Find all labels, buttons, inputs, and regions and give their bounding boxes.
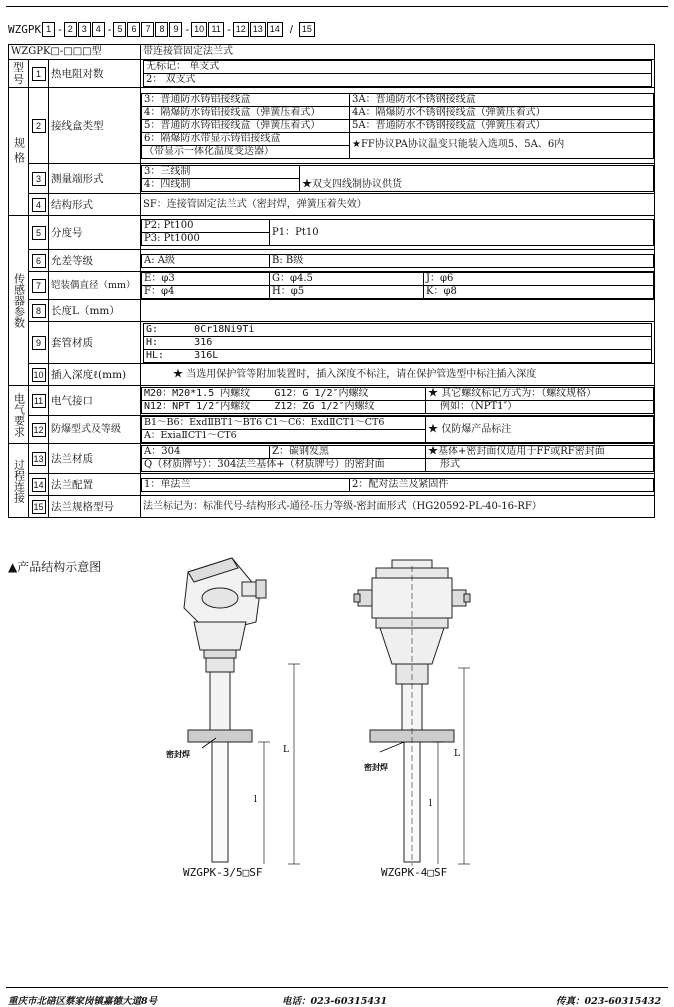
code-box: 10 bbox=[191, 22, 207, 37]
row-value: 4A：隔爆防水不锈钢接线盒（弹簧压着式） bbox=[350, 106, 654, 119]
code-slash: / bbox=[289, 23, 293, 36]
row-value: 3A：普通防水不锈钢接线盒 bbox=[350, 93, 654, 106]
row-value: A: A级 bbox=[142, 254, 270, 267]
row-note: ★ 仅防爆产品标注 bbox=[426, 417, 654, 443]
product-figure-left bbox=[160, 552, 310, 872]
code-sep: - bbox=[107, 23, 112, 36]
row-number: 10 bbox=[33, 369, 44, 380]
model-code-line bbox=[8, 22, 316, 37]
code-box: 8 bbox=[155, 22, 168, 37]
header-model: WZGPK□-□□□型 bbox=[9, 45, 141, 60]
row-note: ★双支四线制协议供货 bbox=[300, 166, 654, 192]
dim-L-label: L bbox=[283, 745, 289, 755]
row-value: P3: Pt1000 bbox=[142, 233, 270, 246]
row-value: 2： 双支式 bbox=[144, 74, 652, 87]
row-note: 形式 bbox=[426, 459, 654, 472]
row-name: 套管材质 bbox=[49, 322, 141, 364]
row-value: H：φ5 bbox=[270, 286, 424, 299]
row-value: 2：配对法兰及紧固件 bbox=[350, 478, 654, 491]
row-value: N12：NPT 1/2″内螺纹 Z12：ZG 1/2″内螺纹 bbox=[142, 401, 426, 414]
row-value: HL: 316L bbox=[144, 349, 652, 362]
top-rule bbox=[6, 6, 668, 7]
code-sep: - bbox=[185, 23, 190, 36]
row-value: A：ExiaⅡCT1～CT6 bbox=[142, 430, 426, 443]
dim-l-label: l bbox=[429, 799, 432, 809]
footer-address: 重庆市北碚区蔡家岗镇嘉德大道8号 bbox=[8, 996, 158, 1007]
row-value: 3：三线制 bbox=[142, 166, 300, 179]
row-name: 法兰规格型号 bbox=[49, 496, 141, 518]
row-number: 7 bbox=[32, 279, 46, 293]
code-box: 7 bbox=[141, 22, 154, 37]
row-note: ★ 当选用保护管等附加装置时，插入深度不标注，请在保护管选型中标注插入深度 bbox=[141, 364, 655, 386]
row-value: B: B级 bbox=[270, 254, 654, 267]
row-value: H: 316 bbox=[144, 336, 652, 349]
row-value: F：φ4 bbox=[142, 286, 270, 299]
code-box: 6 bbox=[127, 22, 140, 37]
row-value: 1：单法兰 bbox=[142, 478, 350, 491]
code-box: 3 bbox=[78, 22, 91, 37]
header-desc: 带连接管固定法兰式 bbox=[141, 45, 655, 60]
row-name: 允差等级 bbox=[49, 250, 141, 272]
row-number: 14 bbox=[33, 479, 44, 490]
caption-right: WZGPK-4□SF bbox=[381, 866, 448, 879]
junction-box-shape bbox=[184, 558, 266, 862]
code-prefix: WZGPK bbox=[8, 23, 42, 36]
row-value: Z：碳钢发黑 bbox=[270, 446, 426, 459]
dim-L-label: L bbox=[454, 749, 460, 759]
row-name: 法兰材质 bbox=[49, 444, 141, 474]
section-title: ▲产品结构示意图 bbox=[8, 560, 102, 574]
code-box: 4 bbox=[92, 22, 105, 37]
row-number: 6 bbox=[32, 254, 46, 268]
row-name: 法兰配置 bbox=[49, 474, 141, 496]
footer-rule bbox=[6, 987, 668, 988]
code-box: 2 bbox=[64, 22, 77, 37]
group-xinghao: 型号 bbox=[9, 60, 29, 88]
row-value: K：φ8 bbox=[424, 286, 654, 299]
row-value: E：φ3 bbox=[142, 273, 270, 286]
footer-phone: 电话：023-60315431 bbox=[282, 996, 388, 1007]
row-value: 3：普通防水铸铝接线盒 bbox=[142, 93, 350, 106]
caption-left: WZGPK-3/5□SF bbox=[183, 866, 263, 879]
row-value: 无标记： 单支式 bbox=[144, 61, 652, 74]
code-box: 13 bbox=[250, 22, 266, 37]
code-sep: - bbox=[58, 23, 62, 36]
row-name: 热电阻对数 bbox=[49, 60, 141, 88]
code-box: 1 bbox=[42, 22, 55, 37]
row-value: 4：四线制 bbox=[142, 179, 300, 192]
dim-l-label: l bbox=[254, 795, 257, 805]
row-name: 分度号 bbox=[49, 216, 141, 250]
group-guocheng: 过程连接 bbox=[9, 444, 29, 518]
row-value: B1～B6：ExdⅡBT1～BT6 C1～C6：ExdⅡCT1～CT6 bbox=[142, 417, 426, 430]
row-value: J：φ6 bbox=[424, 273, 654, 286]
row-number: 4 bbox=[32, 198, 46, 212]
row-value: G：φ4.5 bbox=[270, 273, 424, 286]
group-guige: 规格 bbox=[9, 88, 29, 216]
row-note: 例如：（NPT1″） bbox=[426, 401, 654, 414]
row-number: 8 bbox=[32, 304, 46, 318]
spec-table bbox=[8, 44, 655, 518]
row-number: 2 bbox=[32, 119, 46, 133]
code-box: 11 bbox=[208, 22, 224, 37]
row-value: （带显示一体化温度变送器） bbox=[142, 145, 350, 158]
row-name: 测量端形式 bbox=[49, 164, 141, 194]
row-value: 法兰标记为：标准代号-结构形式-通径-压力等级-密封面形式（HG20592-PL-40-16-RF） bbox=[141, 496, 655, 518]
product-figure-right bbox=[352, 556, 482, 872]
row-name: 长度L（mm） bbox=[49, 300, 141, 322]
row-value: 5A：普通防水不锈钢接线盒（弹簧压着式） bbox=[350, 119, 654, 132]
row-value: P2: Pt100 bbox=[142, 220, 270, 233]
code-box: 9 bbox=[169, 22, 182, 37]
row-number: 11 bbox=[32, 394, 46, 408]
row-name: 接线盒类型 bbox=[49, 88, 141, 164]
row-value: P1：Pt10 bbox=[270, 220, 654, 246]
row-number: 1 bbox=[32, 67, 46, 81]
seal-label: 密封焊 bbox=[364, 763, 388, 772]
code-sep: - bbox=[227, 23, 231, 36]
code-box: 5 bbox=[113, 22, 126, 37]
row-number: 5 bbox=[32, 226, 46, 240]
row-number: 12 bbox=[33, 424, 44, 435]
row-note: ★FF协议PA协议温变只能装入选项5、5A、6内 bbox=[350, 132, 654, 158]
row-note: ★基体+密封面仅适用于FF或RF密封面 bbox=[426, 446, 654, 459]
row-name: 防爆型式及等级 bbox=[49, 416, 141, 444]
row-value: 6：隔爆防水带显示铸铝接线盒 bbox=[142, 132, 350, 145]
row-number: 13 bbox=[33, 453, 44, 464]
row-value: SF：连接管固定法兰式（密封焊，弹簧压着失效） bbox=[141, 194, 655, 216]
footer-fax: 传真：023-60315432 bbox=[556, 996, 662, 1007]
code-box: 15 bbox=[299, 22, 315, 37]
group-dianqi: 电气要求 bbox=[9, 386, 29, 444]
group-chuanganqi: 传感器参数 bbox=[9, 216, 29, 386]
row-value: M20：M20*1.5 内螺纹 G12：G 1/2″内螺纹 bbox=[142, 388, 426, 401]
row-number: 9 bbox=[32, 336, 46, 350]
seal-label: 密封焊 bbox=[166, 750, 190, 759]
row-value: Q（材质牌号）：304法兰基体+（材质牌号）的密封面 bbox=[142, 459, 426, 472]
row-value: A：304 bbox=[142, 446, 270, 459]
row-name: 插入深度ℓ(mm) bbox=[49, 364, 141, 386]
row-value: G: 0Cr18Ni9Ti bbox=[144, 323, 652, 336]
row-value: 4：隔爆防水铸铝接线盒（弹簧压着式） bbox=[142, 106, 350, 119]
row-number: 3 bbox=[32, 172, 46, 186]
row-number: 15 bbox=[33, 501, 44, 512]
row-name: 铠装偶直径（mm） bbox=[49, 272, 141, 300]
row-name: 电气接口 bbox=[49, 386, 141, 416]
row-value: 5：普通防水铸铝接线盒（弹簧压着式） bbox=[142, 119, 350, 132]
row-note: ★ 其它螺纹标记方式为：（螺纹规格） bbox=[426, 388, 654, 401]
code-box: 14 bbox=[267, 22, 283, 37]
row-name: 结构形式 bbox=[49, 194, 141, 216]
code-box: 12 bbox=[233, 22, 249, 37]
